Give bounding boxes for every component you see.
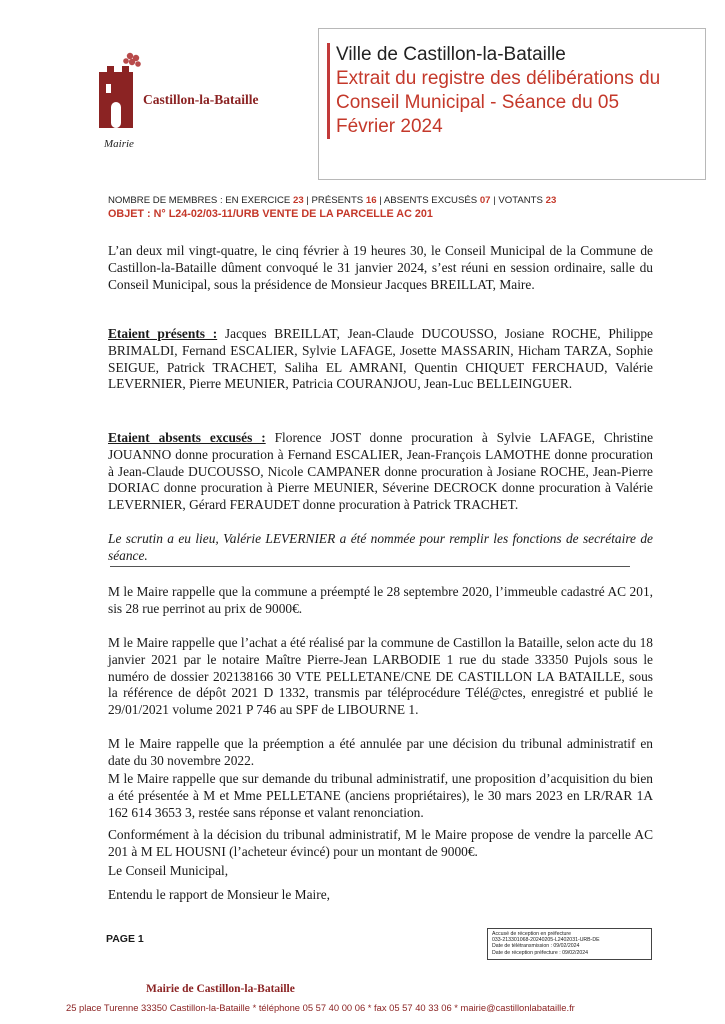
members-votants-value: 23 <box>545 195 557 206</box>
paragraph-achat: M le Maire rappelle que l’achat a été réalisé par la commune de Castillon la Bataille, selon acte du 18 janvier 2021 par le notaire Maître Pierre-Jean LARBODIE 1 rue du stade 33350 Pujols sous le numéro de dossier 202138166 30 VTE PELLETANE/CNE DE CASTILLON LA BATAILLE, sous la référence de dépôt 2021 D 1332, transmis par téléprocédure Télé@ctes, enregistré et publié le 29/01/2021 volume 2021 P 746 au SPF de LIBOURNE 1. <box>108 635 653 718</box>
members-absents-value: 07 <box>479 195 491 206</box>
title-city: Ville de Castillon-la-Bataille <box>336 44 566 65</box>
stamp-line: Accusé de réception en préfecture <box>492 931 572 937</box>
absents-list: Florence JOST donne procuration à Sylvie LAFAGE, Christine JOUANNO donne procuration à Fernand ESCALIER, Jean-François LAMOTHE donne procuration à Jean-Claude DUCOUSSO, Nicole CAMPANER donne procuration à Josiane ROCHE, Jean-Pierre DORIAC donne procuration à Pierre MEUNIER, Séverine DECROCK donne procuration à Valérie LEVERNIER, Gérard FERAUDET donne procuration à Patrick TRACHET. <box>108 430 654 513</box>
title-line-3: Conseil Municipal - Séance du 05 <box>336 92 620 113</box>
title-box <box>318 28 706 180</box>
stamp-line: Date de réception préfecture : 09/02/2024 <box>492 949 589 956</box>
paragraph-vente: Conformément à la décision du tribunal administratif, M le Maire propose de vendre la parcelle AC 201 à M EL HOUSNI (l’acheteur évincé) pour un montant de 9000€. <box>108 827 653 859</box>
castle-tower-icon <box>96 50 142 130</box>
stamp-line: 033-213301068-20240205-L2402031-URB-DE <box>492 937 600 944</box>
intro-paragraph: L’an deux mil vingt-quatre, le cinq février à 19 heures 30, le Conseil Municipal de la Commune de Castillon-la-Bataille dûment convoqué le 31 janvier 2024, s’est réuni en session ordinaire, salle du Conseil Municipal, sous la présidence de Monsieur Jacques BREILLAT, Maire. <box>108 243 653 292</box>
title-line-2: Extrait du registre des délibérations du <box>336 68 661 89</box>
presents-list: Jacques BREILLAT, Jean-Claude DUCOUSSO, Josiane ROCHE, Philippe BRIMALDI, Fernand ESCALIER, Sylvie LAFAGE, Josette MASSARIN, Hicham TARZA, Sophie SEIGUE, Patrick TRACHET, Saliha EL AMRANI, Quentin CHIQUET FERCHAUD, Valérie LEVERNIER, Pierre MEUNIER, Patricia COURANJOU, Jean-Luc BELLEINGUER. <box>108 326 653 392</box>
paragraph-proposition: M le Maire rappelle que sur demande du tribunal administratif, une proposition d’acquisition du bien a été présentée à M et Mme PELLETANE (anciens propriétaires), le 30 mars 2023 en LR/RAR 1A 162 614 3653 3, restée sans réponse et valant renonciation. <box>108 771 653 820</box>
members-exercice-label: NOMBRE DE MEMBRES : EN EXERCICE <box>108 195 291 206</box>
stamp-line: Date de télétransmission : 09/02/2024 <box>492 943 580 950</box>
footer-address: 25 place Turenne 33350 Castillon-la-Bataille * téléphone 05 57 40 00 06 * fax 05 57 40 33 06 * mairie@castillonlabataille.fr <box>66 1002 575 1013</box>
presents-paragraph <box>108 326 653 393</box>
page-number: PAGE 1 <box>106 933 144 945</box>
town-logo <box>96 50 296 160</box>
members-count-line <box>108 195 556 206</box>
logo-name: Castillon-la-Bataille <box>143 92 259 107</box>
paragraph-rapport: Entendu le rapport de Monsieur le Maire, <box>108 887 330 902</box>
members-exercice-value: 23 <box>292 195 304 206</box>
presents-label: Etaient présents : <box>108 326 218 341</box>
paragraph-annulation: M le Maire rappelle que la préemption a été annulée par une décision du tribunal administratif en date du 30 novembre 2022. <box>108 736 653 768</box>
absents-label: Etaient absents excusés : <box>108 430 266 445</box>
paragraph-conseil: Le Conseil Municipal, <box>108 863 229 878</box>
absents-paragraph <box>108 430 653 514</box>
objet-line: OBJET : N° L24-02/03-11/URB VENTE DE LA PARCELLE AC 201 <box>108 208 433 220</box>
title-text <box>327 43 660 139</box>
logo-subtitle: Mairie <box>104 138 134 150</box>
scrutin-paragraph: Le scrutin a eu lieu, Valérie LEVERNIER a été nommée pour remplir les fonctions de secrétaire de séance. <box>108 531 653 563</box>
members-absents-label: | ABSENTS EXCUSÉS <box>379 195 478 206</box>
separator-line <box>110 566 630 567</box>
members-votants-label: | VOTANTS <box>493 195 543 206</box>
footer-mairie-name: Mairie de Castillon-la-Bataille <box>146 983 295 995</box>
title-line-4: Février 2024 <box>336 116 443 137</box>
prefecture-stamp <box>487 928 652 960</box>
paragraph-preemption: M le Maire rappelle que la commune a préempté le 28 septembre 2020, l’immeuble cadastré AC 201, sis 28 rue perrinot au prix de 9000€. <box>108 584 653 616</box>
members-presents-label: | PRÉSENTS <box>306 195 364 206</box>
members-presents-value: 16 <box>365 195 377 206</box>
